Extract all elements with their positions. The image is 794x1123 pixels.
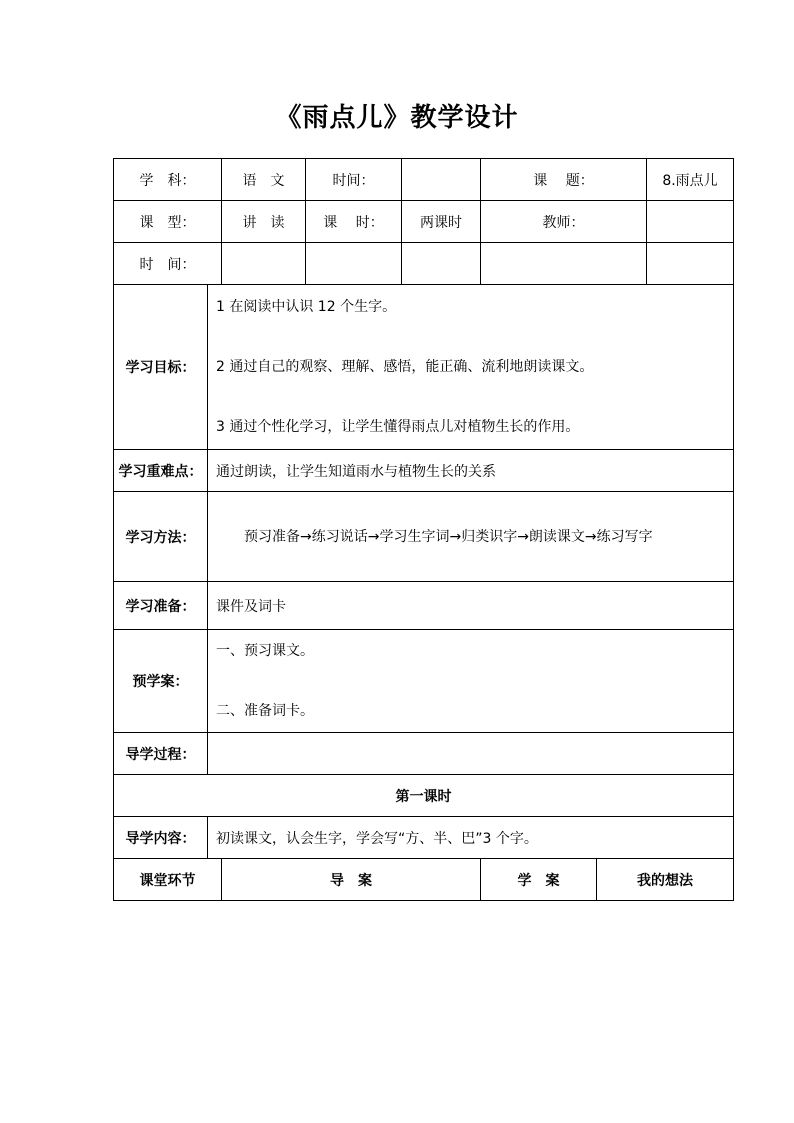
document-title: 《雨点儿》教学设计 [275, 103, 519, 133]
date-value-5 [647, 243, 734, 285]
lesson-content-label: 导学内容： [114, 817, 208, 859]
topic-label: 课 题： [481, 159, 647, 201]
preview-item: 一、预习课文。 [216, 643, 314, 659]
process-value [208, 733, 734, 775]
teacher-value [647, 201, 734, 243]
goals-label: 学习目标： [114, 285, 208, 450]
period-label: 课 时： [306, 201, 402, 243]
preparation-value: 课件及词卡 [208, 582, 734, 630]
column-header-row [114, 859, 734, 901]
process-label: 导学过程： [114, 733, 208, 775]
time-label: 时间： [306, 159, 402, 201]
date-value-4 [481, 243, 647, 285]
type-label: 课 型： [114, 201, 222, 243]
subject-label: 学 科： [114, 159, 222, 201]
column-thoughts: 我的想法 [597, 859, 734, 901]
date-label: 时 间： [114, 243, 222, 285]
date-value-2 [306, 243, 402, 285]
date-value-3 [402, 243, 481, 285]
header-row-subject [114, 159, 734, 201]
date-value-1 [222, 243, 306, 285]
goals-content [208, 285, 734, 450]
preview-content [208, 630, 734, 733]
method-label: 学习方法： [114, 492, 208, 582]
goal-item: 1 在阅读中认识 12 个生字。 [216, 299, 397, 315]
preparation-row [114, 582, 734, 630]
key-points-row [114, 450, 734, 492]
preview-item: 二、准备词卡。 [216, 703, 314, 719]
method-value: 预习准备→练习说话→学习生字词→归类识字→朗读课文→练习写字 [244, 528, 653, 545]
lesson-title-row [114, 775, 734, 817]
goals-row [114, 285, 734, 450]
time-value [402, 159, 481, 201]
preparation-label: 学习准备： [114, 582, 208, 630]
topic-value: 8.雨点儿 [647, 159, 734, 201]
header-row-type [114, 201, 734, 243]
preview-label: 预学案： [114, 630, 208, 733]
goal-item: 2 通过自己的观察、理解、感悟，能正确、流利地朗读课文。 [216, 359, 594, 375]
column-stage: 课堂环节 [114, 859, 222, 901]
lesson-content-row [114, 817, 734, 859]
subject-value: 语 文 [222, 159, 306, 201]
teacher-label: 教师： [481, 201, 647, 243]
method-row [114, 492, 734, 582]
column-guide: 导 案 [222, 859, 481, 901]
preview-row [114, 630, 734, 733]
process-row [114, 733, 734, 775]
column-study: 学 案 [481, 859, 597, 901]
header-row-date [114, 243, 734, 285]
lesson-plan-table [113, 158, 734, 901]
period-value: 两课时 [402, 201, 481, 243]
method-cell [208, 492, 734, 582]
key-points-label: 学习重难点： [114, 450, 208, 492]
key-points-value: 通过朗读，让学生知道雨水与植物生长的关系 [208, 450, 734, 492]
type-value: 讲 读 [222, 201, 306, 243]
lesson-content-value: 初读课文，认会生字，学会写“方、半、巴”3 个字。 [208, 817, 734, 859]
goal-item: 3 通过个性化学习，让学生懂得雨点儿对植物生长的作用。 [216, 419, 580, 435]
lesson-title: 第一课时 [114, 775, 734, 817]
